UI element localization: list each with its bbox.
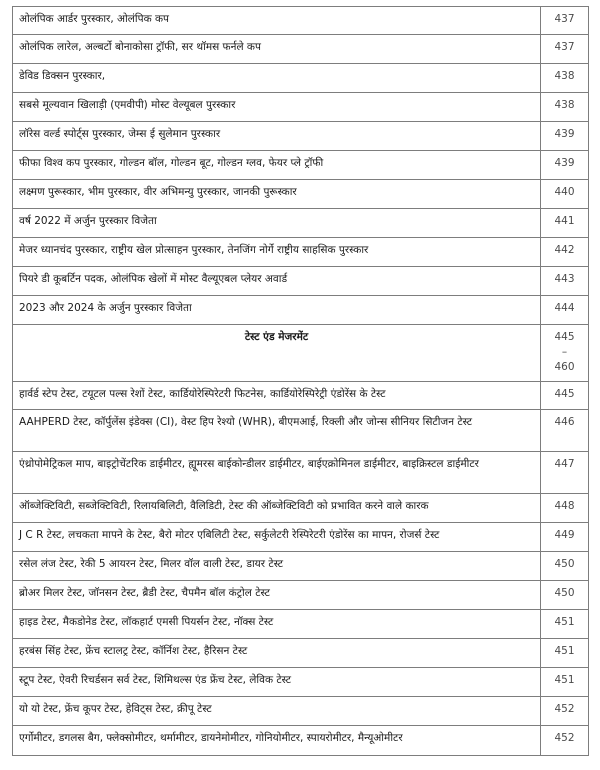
table-row xyxy=(13,697,589,726)
contents-page xyxy=(12,6,588,756)
contents-table xyxy=(12,6,589,756)
page-number-cell: 448 xyxy=(541,494,589,523)
table-row xyxy=(13,410,589,452)
topic-cell: सबसे मूल्यवान खिलाड़ी (एमवीपी) मोस्ट वेल्यूबल पुरस्कार xyxy=(13,93,541,122)
topic-cell: हार्वर्ड स्टेप टेस्ट, टयूटल पल्स रेशों टेस्ट, कार्डियोरेस्पिरेटरी फिटनेस, कार्डियोरेस्पिरेट्री एंडोरेंस के टेस्ट xyxy=(13,382,541,410)
table-row xyxy=(13,668,589,697)
contents-table-body xyxy=(13,7,589,756)
topic-cell: लॉरेस वर्ल्ड स्पोर्ट्स पुरस्कार, जेम्स ई सुलेमान पुरस्कार xyxy=(13,122,541,151)
section-title: टेस्ट एंड मेजरमेंट xyxy=(13,325,541,382)
page-number-cell: 439 xyxy=(541,122,589,151)
topic-cell: फीफा विश्व कप पुरस्कार, गोल्डन बॉल, गोल्डन बूट, गोल्डन ग्लव, फेयर प्ले ट्रॉफी xyxy=(13,151,541,180)
table-row xyxy=(13,382,589,410)
page-number-cell: 437 xyxy=(541,7,589,35)
table-row xyxy=(13,122,589,151)
topic-cell: एर्गोमीटर, डगलस बैग, फ्लेक्सोमीटर, थर्मामीटर, डायनेमोमीटर, गोनियोमीटर, स्पायरोमीटर, मैन्यूओमीटर xyxy=(13,726,541,756)
table-row xyxy=(13,581,589,610)
page-number-cell xyxy=(541,325,589,382)
table-row xyxy=(13,151,589,180)
table-row xyxy=(13,494,589,523)
table-row xyxy=(13,610,589,639)
table-row xyxy=(13,639,589,668)
topic-cell: AAHPERD टेस्ट, कॉर्पुलेंस इंडेक्स (CI), वेस्ट हिप रेश्यो (WHR), बीएमआई, रिक्ली और जोन्स सीनियर सिटीजन टेस्ट xyxy=(13,410,541,452)
topic-cell: लक्ष्मण पुरूस्कार, भीम पुरस्कार, वीर अभिमन्यु पुरस्कार, जानकी पुरूस्कार xyxy=(13,180,541,209)
topic-cell: स्टूप टेस्ट, ऐवरी रिचर्डसन सर्व टेस्ट, शिमिथल्स एंड फ्रेंच टेस्ट, लेविक टेस्ट xyxy=(13,668,541,697)
page-range-part: – xyxy=(561,346,568,358)
page-number-cell: 443 xyxy=(541,267,589,296)
page-number-cell: 451 xyxy=(541,610,589,639)
topic-cell: हरबंस सिंह टेस्ट, फ्रेंच स्टालट्र टेस्ट, कॉर्निश टेस्ट, हैरिसन टेस्ट xyxy=(13,639,541,668)
topic-cell: एंथ्रोपोमेट्रिकल माप, बाइट्रोचेंटरिक डाईमीटर, ह्यूमरस बाईकोन्डीलर डाईमीटर, बाईएक्रोमिनल डाईमीटर, बाइक्रिस्टल डाईमीटर xyxy=(13,452,541,494)
page-number-cell: 437 xyxy=(541,35,589,64)
table-row xyxy=(13,726,589,756)
page-number-cell: 441 xyxy=(541,209,589,238)
page-number-cell: 451 xyxy=(541,668,589,697)
table-row xyxy=(13,93,589,122)
page-range-part: 445 xyxy=(554,331,575,343)
topic-cell: पियरे डी कूबर्टिन पदक, ओलंपिक खेलों में मोस्ट वैल्यूएबल प्लेयर अवार्ड xyxy=(13,267,541,296)
page-number-cell: 438 xyxy=(541,64,589,93)
table-row xyxy=(13,64,589,93)
page-number-cell: 438 xyxy=(541,93,589,122)
topic-cell: रसेल लंज टेस्ट, रेकी 5 आयरन टेस्ट, मिलर वॉल वाली टेस्ट, डायर टेस्ट xyxy=(13,552,541,581)
page-number-cell: 452 xyxy=(541,726,589,756)
topic-cell: हाइड टेस्ट, मैकडोनेड टेस्ट, लॉकहार्ट एमसी पियर्सन टेस्ट, नॉक्स टेस्ट xyxy=(13,610,541,639)
page-range-part: 460 xyxy=(554,361,575,373)
topic-cell: ओलंपिक लारेल, अल्बर्टो बोनाकोसा ट्रॉफी, सर थॉमस फर्नले कप xyxy=(13,35,541,64)
table-row xyxy=(13,267,589,296)
topic-cell: ब्रोअर मिलर टेस्ट, जॉनसन टेस्ट, ब्रैडी टेस्ट, चैपमैन बॉल कंट्रोल टेस्ट xyxy=(13,581,541,610)
section-heading-row xyxy=(13,325,589,382)
page-number-cell: 450 xyxy=(541,581,589,610)
page-number-cell: 439 xyxy=(541,151,589,180)
page-number-cell: 444 xyxy=(541,296,589,325)
table-row xyxy=(13,523,589,552)
topic-cell: यो यो टेस्ट, फ्रेंच कूपर टेस्ट, हेविट्स टेस्ट, क्रीपू टेस्ट xyxy=(13,697,541,726)
page-number-cell: 445 xyxy=(541,382,589,410)
topic-cell: J C R टेस्ट, लचकता मापने के टेस्ट, बैरो मोटर एबिलिटी टेस्ट, सर्कुलेटरी रेस्पिरेटरी एंडोरेंस का मापन, रोजर्स टेस्ट xyxy=(13,523,541,552)
topic-cell: वर्ष 2022 में अर्जुन पुरस्कार विजेता xyxy=(13,209,541,238)
table-row xyxy=(13,552,589,581)
page-number-cell: 442 xyxy=(541,238,589,267)
page-number-cell: 446 xyxy=(541,410,589,452)
table-row xyxy=(13,296,589,325)
topic-cell: ऑब्जेक्टिविटी, सब्जेक्टिविटी, रिलायबिलिटी, वैलिडिटी, टेस्ट की ऑब्जेक्टिविटी को प्रभावित करने वाले कारक xyxy=(13,494,541,523)
table-row xyxy=(13,35,589,64)
page-number-cell: 449 xyxy=(541,523,589,552)
table-row xyxy=(13,180,589,209)
page-number-cell: 440 xyxy=(541,180,589,209)
topic-cell: 2023 और 2024 के अर्जुन पुरस्कार विजेता xyxy=(13,296,541,325)
table-row xyxy=(13,238,589,267)
page-number-cell: 451 xyxy=(541,639,589,668)
page-number-cell: 450 xyxy=(541,552,589,581)
topic-cell: मेजर ध्यानचंद पुरस्कार, राष्ट्रीय खेल प्रोत्साहन पुरस्कार, तेनजिंग नोर्गे राष्ट्रीय साहसिक पुरस्कार xyxy=(13,238,541,267)
page-number-cell: 452 xyxy=(541,697,589,726)
table-row xyxy=(13,452,589,494)
table-row xyxy=(13,209,589,238)
topic-cell: ओलंपिक आर्डर पुरस्कार, ओलंपिक कप xyxy=(13,7,541,35)
topic-cell: डेविड डिक्सन पुरस्कार, xyxy=(13,64,541,93)
page-number-cell: 447 xyxy=(541,452,589,494)
table-row xyxy=(13,7,589,35)
